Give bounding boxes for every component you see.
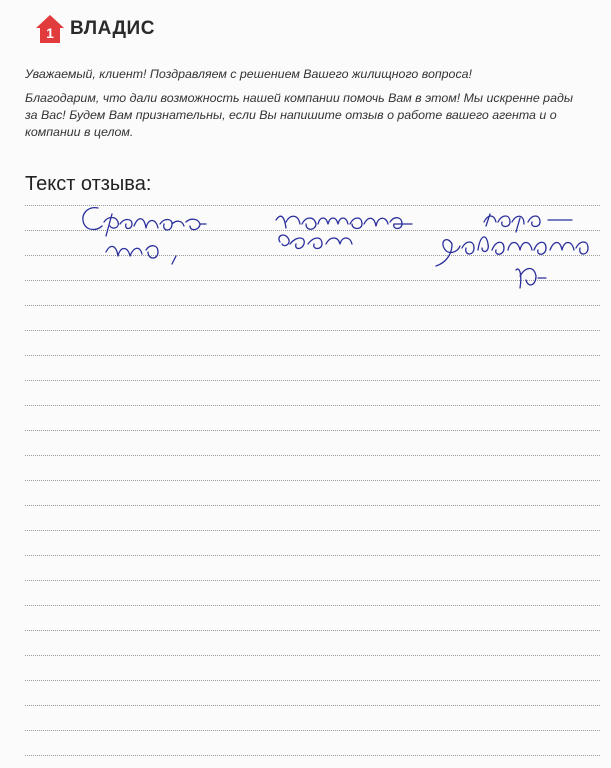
ruled-line [25,380,600,381]
ruled-line [25,205,600,206]
ruled-line [25,630,600,631]
ruled-line [25,730,600,731]
intro-text [25,66,585,148]
ruled-line [25,655,600,656]
ruled-line [25,680,600,681]
ruled-line [25,305,600,306]
house-key-logo-icon [34,13,66,45]
ruled-line [25,280,600,281]
brand-logo [34,13,155,45]
ruled-line [25,505,600,506]
ruled-line [25,480,600,481]
review-heading: Текст отзыва: [25,173,152,195]
ruled-line [25,330,600,331]
ruled-line [25,705,600,706]
ruled-line [25,255,600,256]
ruled-line [25,530,600,531]
ruled-line [25,755,600,756]
ruled-line [25,580,600,581]
ruled-line [25,405,600,406]
ruled-line [25,555,600,556]
svg-text:1: 1 [46,25,54,41]
greeting-text: Уважаемый, клиент! Поздравляем с решением Вашего жилищного вопроса! [25,67,472,81]
thanks-text: Благодарим, что дали возможность нашей компании помочь Вам в этом! Мы искренне рады за Вас! Будем Вам признательны, если Вы напишите отзыв о работе вашего агента и о компании в целом. [25,91,573,139]
brand-name: ВЛАДИС [70,18,155,39]
ruled-line [25,605,600,606]
ruled-line [25,355,600,356]
ruled-line [25,455,600,456]
ruled-line [25,230,600,231]
ruled-line [25,430,600,431]
